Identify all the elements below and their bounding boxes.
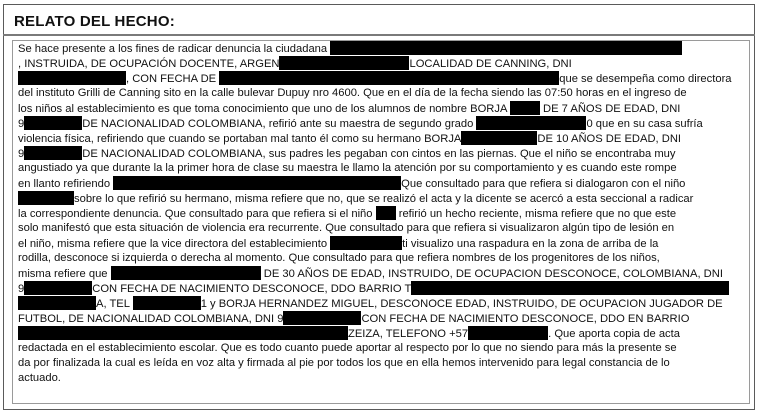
text-segment: CON FECHA DE NACIMIENTO DESCONOCE, DDO BARRIO T — [92, 283, 412, 295]
redaction-bar — [411, 281, 729, 295]
text-line — [18, 281, 729, 296]
text-line — [18, 221, 674, 236]
text-segment: 1 y BORJA HERNANDEZ MIGUEL, DESCONOCE EDAD, INSTRUIDO, DE OCUPACION JUGADOR DE — [200, 298, 723, 310]
text-segment: CON FECHA DE NACIMIENTO DESCONOCE, DDO EN BARRIO — [361, 313, 690, 325]
text-line — [18, 101, 680, 116]
text-segment: DE NACIONALIDAD COLOMBIANA, refirió ante su maestra de segundo grado — [82, 118, 477, 130]
text-segment: angustiado ya que durante la la primer hora de clase su maestra le llamo la atención por su comportamiento y es cuando este rompe — [18, 162, 677, 174]
text-segment: DE 7 AÑOS DE EDAD, DNI — [539, 103, 681, 115]
redaction-bar — [18, 191, 74, 205]
redaction-bar — [24, 116, 82, 130]
redaction-bar — [18, 296, 96, 310]
text-segment: 0 que en su casa sufría — [586, 118, 703, 130]
text-segment: DE 10 AÑOS DE EDAD, DNI — [537, 133, 682, 145]
redaction-bar — [476, 116, 586, 130]
text-segment: violencia física, refiriendo que cuando se portaban mal tanto él como su hermano BORJA — [18, 133, 462, 145]
text-segment: A, TEL — [96, 298, 133, 310]
redaction-bar — [113, 176, 401, 190]
text-segment: la correspondiente denuncia. Que consultado para que refiera si el niño — [18, 208, 376, 220]
text-line — [18, 116, 703, 131]
text-segment: sobre lo que refirió su hermano, misma refiere que no, que se realizó el acta y la dicente se acercó a esta seccional a radicar — [74, 193, 694, 205]
redaction-bar — [219, 71, 559, 85]
text-segment: solo manifestó que esta situación de violencia era recurrente. Que consultado para que refiera si visualizaron algún tipo de lesión en — [18, 222, 675, 234]
text-segment: en llanto refiriendo — [18, 178, 114, 190]
text-segment: ti visualizo una raspadura en la zona de arriba de la — [402, 238, 659, 250]
text-segment: actuado. — [18, 372, 61, 384]
redaction-bar — [376, 206, 396, 220]
text-line — [18, 176, 685, 191]
text-line — [18, 146, 675, 161]
text-segment: el niño, misma refiere que la vice directora del establecimiento — [18, 238, 331, 250]
text-line — [18, 236, 658, 251]
redaction-bar — [24, 281, 92, 295]
text-segment: Se hace presente a los fines de radicar denuncia la ciudadana — [18, 43, 331, 55]
redaction-bar — [330, 236, 402, 250]
text-segment: , CON FECHA DE — [126, 73, 220, 85]
text-segment: DE 30 AÑOS DE EDAD, INSTRUIDO, DE OCUPACION DESCONOCE, COLOMBIANA, DNI — [260, 268, 723, 280]
text-segment: ZEIZA, TELEFONO +57 — [348, 328, 469, 340]
redaction-bar — [283, 311, 361, 325]
redaction-bar — [279, 56, 409, 70]
redaction-bar — [133, 296, 201, 310]
text-segment: 9 — [18, 118, 25, 130]
text-segment: los niños al establecimiento es que toma conocimiento que uno de los alumnos de nombre BORJA — [18, 103, 510, 115]
text-segment: refirió un hecho reciente, misma refiere que no que este — [395, 208, 677, 220]
text-segment: misma refiere que — [18, 268, 111, 280]
redaction-bar — [468, 326, 548, 340]
text-line — [18, 296, 723, 311]
redaction-bar — [461, 131, 537, 145]
text-segment: 9 — [18, 283, 25, 295]
text-line — [18, 266, 723, 281]
redaction-bar — [18, 326, 348, 340]
text-segment: Que consultado para que refiera si dialogaron con el niño — [401, 178, 686, 190]
text-segment: FUTBOL, DE NACIONALIDAD COLOMBIANA, DNI 9 — [18, 313, 284, 325]
text-line — [18, 311, 689, 326]
text-line — [18, 341, 677, 356]
text-segment: 9 — [18, 148, 25, 160]
text-line — [18, 41, 682, 56]
redaction-bar — [18, 71, 126, 85]
text-line — [18, 251, 660, 266]
text-segment: . Que aporta copia de acta — [548, 328, 680, 340]
text-segment: del instituto Grilli de Canning sito en la calle bulevar Dupuy nro 4600. Que en el día de la fecha siendo las 07:50 horas en el ingreso de — [18, 87, 687, 99]
text-line — [18, 131, 681, 146]
redaction-bar — [24, 146, 82, 160]
text-line — [18, 371, 61, 386]
text-line — [18, 86, 687, 101]
text-segment: redactada en el establecimiento escolar. Que es todo cuanto puede aportar al respecto por lo que no siendo para más la presente se — [18, 342, 677, 354]
heading-divider — [3, 34, 755, 36]
text-segment: que se desempeña como directora — [559, 73, 732, 85]
text-line — [18, 356, 670, 371]
text-segment: DE NACIONALIDAD COLOMBIANA, sus padres les pegaban con cintos en las piernas. Que el niño se encontraba muy — [82, 148, 676, 160]
text-segment: da por finalizada la cual es leída en voz alta y firmada al pie por todos los que en ella hemos intervenido para legal constancia de lo — [18, 357, 670, 369]
section-heading: RELATO DEL HECHO: — [14, 13, 175, 30]
redaction-bar — [111, 266, 261, 280]
text-line — [18, 161, 677, 176]
text-line — [18, 71, 732, 86]
text-segment: , INSTRUIDA, DE OCUPACIÓN DOCENTE, ARGEN — [18, 58, 280, 70]
text-line — [18, 56, 572, 71]
text-segment: LOCALIDAD DE CANNING, DNI — [409, 58, 572, 70]
text-line — [18, 326, 680, 341]
text-line — [18, 206, 676, 221]
text-segment: rodilla, desconoce si izquierda o derecha al momento. Que consultado para que refiera nombres de los progenitores de los niños, — [18, 252, 660, 264]
redaction-bar — [510, 101, 540, 115]
redaction-bar — [330, 41, 682, 55]
text-line — [18, 191, 693, 206]
